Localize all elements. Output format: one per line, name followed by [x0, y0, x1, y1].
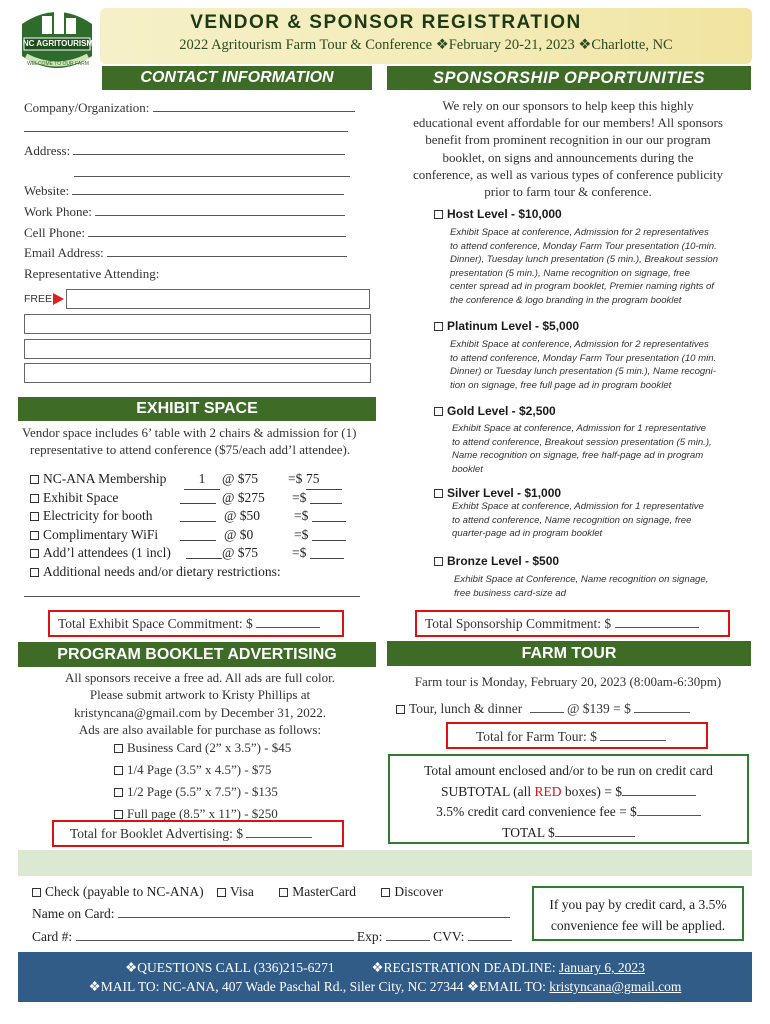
company-label: Company/Organization: — [24, 100, 150, 115]
silver-level-desc: Exhibt Space at conference, Admission for 1 representative to attend conference, Name recognition on signage, free quarter-page ad in program booklet — [452, 501, 704, 539]
exhibit-space-amount[interactable] — [310, 489, 342, 504]
cc-fee-note: If you pay by credit card, a 3.5% convenience fee will be applied. — [549, 897, 727, 933]
farm-tour-heading: FARM TOUR — [387, 641, 751, 666]
address-label: Address: — [24, 143, 71, 158]
silver-level-option[interactable]: Silver Level - $1,000 — [434, 486, 561, 500]
rep-label: Representative Attending: — [24, 266, 160, 281]
company-blank[interactable] — [153, 101, 355, 112]
additional-checkbox[interactable] — [30, 568, 39, 577]
bronze-level-option[interactable]: Bronze Level - $500 — [434, 554, 559, 568]
deadline-date: January 6, 2023 — [559, 960, 645, 975]
booklet-intro: All sponsors receive a free ad. All ads are full color. Please submit artwork to Kristy Phillips at kristyncana@gmail.com by December 31, 2022. Ads are also available for purchase as follows: — [64, 670, 336, 738]
work-phone-blank[interactable] — [95, 205, 345, 216]
exhibit-total-field[interactable] — [58, 616, 320, 632]
membership-amount[interactable]: 75 — [306, 470, 342, 490]
host-level-desc: Exhibit Space at conference, Admission for 2 representatives to attend conference, Monday Farm Tour presentation (10-min. Dinner), Tuesday lunch presentation (5 min.), Breakout session presentation (5 min.), Name recognition on signage, free center spread ad in program booklet, Premier naming rights of the conference & logo branding in the program booklet — [450, 227, 719, 306]
cell-phone-label: Cell Phone: — [24, 225, 86, 240]
page-subtitle: 2022 Agritourism Farm Tour & Conference ❖February 20-21, 2023 ❖Charlotte, NC — [179, 37, 673, 53]
exhibit-intro: Vendor space includes 6’ table with 2 chairs & admission for (1) representative to attend conference ($75/each add’l attendee). — [22, 425, 357, 457]
payment-discover[interactable]: Discover — [381, 884, 443, 899]
company-field[interactable] — [24, 100, 355, 116]
card-number-label: Card #: — [32, 929, 73, 944]
attendees-qty[interactable] — [186, 544, 222, 559]
subtotal-field[interactable]: SUBTOTAL (all RED boxes) = $ — [388, 782, 749, 803]
sponsorship-total-blank[interactable] — [615, 617, 699, 628]
gold-checkbox[interactable] — [434, 407, 443, 416]
electricity-checkbox[interactable] — [30, 512, 39, 521]
booklet-option-half-page[interactable]: 1/2 Page (5.5” x 7.5”) - $135 — [114, 781, 291, 803]
wifi-checkbox[interactable] — [30, 531, 39, 540]
work-phone-field[interactable] — [24, 204, 345, 220]
exhibit-total-label: Total Exhibit Space Commitment: $ — [58, 616, 253, 631]
email-blank[interactable] — [107, 246, 347, 257]
exhibit-space-qty[interactable] — [180, 489, 216, 504]
page-title: VENDOR & SPONSOR REGISTRATION — [190, 12, 582, 33]
payment-mastercard[interactable]: MasterCard — [279, 884, 356, 899]
rep-input-3[interactable] — [24, 339, 371, 359]
footer-line-2: ❖MAIL TO: NC-ANA, 407 Wade Paschal Rd., Siler City, NC 27344 ❖EMAIL TO: kristyncana@gmail.com — [88, 979, 682, 994]
address-blank-2[interactable] — [74, 176, 350, 177]
platinum-checkbox[interactable] — [434, 322, 443, 331]
exp-blank[interactable] — [386, 930, 430, 941]
exhibit-total-blank[interactable] — [256, 617, 320, 628]
rep-input-4[interactable] — [24, 363, 371, 383]
farm-tour-total-blank[interactable] — [600, 730, 666, 741]
cell-phone-blank[interactable] — [88, 226, 346, 237]
exhibit-item-electricity[interactable]: Electricity for booth @ $50 =$ — [30, 507, 375, 526]
exhibit-heading: EXHIBIT SPACE — [18, 397, 376, 421]
card-number-row — [32, 929, 512, 945]
exhibit-item-wifi[interactable]: Complimentary WiFi @ $0 =$ — [30, 526, 375, 545]
company-blank-2[interactable] — [24, 131, 348, 132]
total-field[interactable]: TOTAL $ — [388, 823, 749, 844]
wifi-amount[interactable] — [312, 526, 346, 541]
exhibit-item-additional[interactable]: Additional needs and/or dietary restrictions: — [30, 563, 375, 582]
exhibit-items — [30, 470, 375, 582]
website-blank[interactable] — [72, 184, 344, 195]
silver-checkbox[interactable] — [434, 489, 443, 498]
gold-level-option[interactable]: Gold Level - $2,500 — [434, 404, 556, 418]
farm-tour-qty[interactable] — [530, 702, 564, 713]
payment-check[interactable]: Check (payable to NC-ANA) — [32, 884, 204, 899]
booklet-option-business-card[interactable]: Business Card (2” x 3.5”) - $45 — [114, 737, 291, 759]
membership-checkbox[interactable] — [30, 475, 39, 484]
platinum-level-desc: Exhibit Space at conference, Admission for 2 representatives to attend conference, Monday Farm Tour presentation (10 min. Dinner) or Tuesday lunch presentation (5 min.), Name recogni- tion on signage, free full page ad in program booklet — [450, 339, 717, 391]
free-label: FREE — [24, 293, 53, 305]
totals-intro: Total amount enclosed and/or to be run on credit card — [424, 763, 713, 778]
wifi-qty[interactable] — [180, 526, 216, 541]
farm-tour-item[interactable]: Tour, lunch & dinner @ $139 = $ — [396, 701, 690, 717]
exhibit-item-membership[interactable]: NC-ANA Membership 1 @ $75 =$ 75 — [30, 470, 375, 489]
exhibit-space-checkbox[interactable] — [30, 494, 39, 503]
booklet-total-label: Total for Booklet Advertising: $ — [70, 826, 244, 841]
exhibit-item-space[interactable]: Exhibit Space @ $275 =$ — [30, 489, 375, 508]
totals-content — [388, 761, 749, 843]
sponsorship-total-field[interactable] — [425, 616, 699, 632]
questions-phone[interactable]: ❖QUESTIONS CALL (336)215-6271 — [125, 960, 335, 975]
work-phone-label: Work Phone: — [24, 204, 92, 219]
contact-heading: CONTACT INFORMATION — [102, 66, 372, 90]
attendees-amount[interactable] — [310, 544, 344, 559]
cell-phone-field[interactable] — [24, 225, 346, 241]
cvv-label: CVV: — [433, 929, 465, 944]
platinum-level-option[interactable]: Platinum Level - $5,000 — [434, 319, 579, 333]
address-blank[interactable] — [73, 144, 345, 155]
sponsorship-heading: SPONSORSHIP OPPORTUNITIES — [387, 66, 751, 90]
additional-needs-blank[interactable] — [24, 596, 360, 597]
email-field[interactable] — [24, 245, 347, 261]
payment-methods — [32, 884, 443, 900]
booklet-option-quarter-page[interactable]: 1/4 Page (3.5” x 4.5”) - $75 — [114, 759, 291, 781]
card-number-blank[interactable] — [76, 930, 354, 941]
bronze-level-desc: Exhibit Space at Conference, Name recognition on signage, free business card-size ad — [454, 574, 709, 599]
farm-tour-total-field[interactable] — [476, 729, 666, 745]
logo-text: NC AGRITOURISM — [22, 39, 94, 48]
gold-level-desc: Exhibit Space at conference, Admission for 1 representative to attend conference, Breakout session presentation (5 min.), Name recognition on signage, free half-page ad in program booklet — [452, 423, 712, 475]
footer-line-1: ❖QUESTIONS CALL (336)215-6271 ❖REGISTRATION DEADLINE: January 6, 2023 — [125, 960, 645, 975]
booklet-total-blank[interactable] — [246, 827, 312, 838]
electricity-amount[interactable] — [312, 507, 346, 522]
farm-tour-date: Farm tour is Monday, February 20, 2023 (8:00am-6:30pm) — [414, 674, 722, 689]
attendees-checkbox[interactable] — [30, 549, 39, 558]
email-label: Email Address: — [24, 245, 104, 260]
sponsorship-total-label: Total Sponsorship Commitment: $ — [425, 616, 612, 631]
farm-tour-total-label: Total for Farm Tour: $ — [476, 729, 597, 744]
website-field[interactable] — [24, 183, 344, 199]
name-on-card-field[interactable] — [32, 906, 510, 922]
rep-input-2[interactable] — [24, 314, 371, 334]
fee-field[interactable]: 3.5% credit card convenience fee = $ — [388, 802, 749, 823]
rep-input-1[interactable] — [66, 289, 370, 309]
mail-address: ❖MAIL TO: NC-ANA, 407 Wade Paschal Rd., Siler City, NC 27344 — [88, 979, 464, 994]
payment-visa[interactable]: Visa — [217, 884, 254, 899]
free-arrow-icon — [53, 293, 64, 305]
exp-label: Exp: — [356, 929, 383, 944]
bronze-checkbox[interactable] — [434, 557, 443, 566]
farm-tour-checkbox[interactable] — [396, 705, 405, 714]
electricity-qty[interactable] — [180, 507, 216, 522]
logo-subtext: WELCOME TO OUR FARM — [27, 61, 89, 67]
website-label: Website: — [24, 183, 70, 198]
footer-band — [18, 952, 752, 1002]
host-checkbox[interactable] — [434, 210, 443, 219]
exhibit-item-attendees[interactable]: Add’l attendees (1 incl) @ $75 =$ — [30, 544, 375, 563]
sponsorship-intro: We rely on our sponsors to help keep this highly educational event affordable for our members! All sponsors benefit from prominent recognition in our our program booklet, on signs and announcements during the conference, as well as various types of conference publicity prior to farm tour & conference. — [412, 98, 724, 200]
name-on-card-blank[interactable] — [118, 907, 510, 918]
email-link[interactable]: kristyncana@gmail.com — [549, 979, 682, 994]
membership-qty[interactable]: 1 — [184, 470, 220, 490]
booklet-options — [114, 737, 291, 825]
host-level-option[interactable]: Host Level - $10,000 — [434, 207, 562, 221]
address-field[interactable] — [24, 143, 345, 159]
farm-tour-amount[interactable] — [634, 702, 690, 713]
booklet-heading: PROGRAM BOOKLET ADVERTISING — [18, 642, 376, 667]
payment-band — [18, 850, 752, 876]
booklet-option-full-page[interactable]: Full page (8.5” x 11”) - $250 — [114, 803, 291, 825]
name-on-card-label: Name on Card: — [32, 906, 115, 921]
cvv-blank[interactable] — [468, 930, 512, 941]
booklet-total-field[interactable] — [70, 826, 312, 842]
